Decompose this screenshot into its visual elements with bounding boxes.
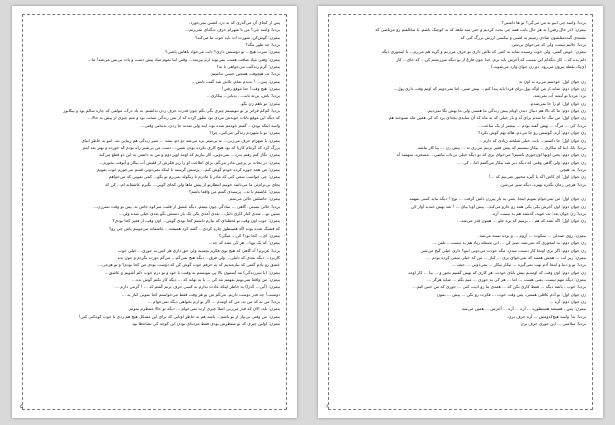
page-right-text [335,19,586,327]
text-line: زن جوان دوم: ولی گاهی وقتی که دیگه دیر شد بیکار می‌گفتم اما... کی ... [457,159,586,165]
text-line: بردیا: زن جوان بعد: نه، خوبه، گذشته هم بد نیست آره. [491,210,586,216]
text-line: بیمزن: (آبی... گذرا) به خاطر اینکه عادت ندارم به کسی حرف بزنم گفتم که ... ! گرمی دارم ... [115,284,280,290]
text-line: بیمزن: عاشقم یا نه... پرسیدی گفتم من واقعا باشم؟ [188,188,280,194]
text-line: بیمزن: تو با شهردم زندگی می‌کنی، چرا؟ [209,130,280,136]
text-line: بیمزن: بله، الان که قدر می‌زنی اصلا چیزی ازت نمی‌خوام ... دیگه تو حالا منتظرم بمونم. [128,306,280,312]
text-line [335,225,586,232]
text-line: بیمزن: من وقتی بی‌نیاز از تو باشم... باشه هم به خاطر اونایی که برای این مشکل هیچ هم زدی تا خوب کوه‌کنی کنی! [78,313,280,319]
text-line: بردیا: نه! واسه هیچ‌کدومش ... آره حرف بزن. [506,313,586,319]
text-line: بردیا: نه، هیچی. [558,166,586,172]
text-line: بیمزن: دیگه مهم نیست. یعنی هست ... اما ... هر کی یه جوری ... منم بگم ... شاید هرگز ... [427,277,586,283]
text-line: زن جوان اول: جا داشتم... بابت خیلی شلخته زیادی که دارم ... [478,137,586,143]
text-line: بیمزن: در بجات بر پرچین مادر می‌گم، برای اطاعت او را زیر فکرش از قلبش آب بیکار و آتوقت بخورم... [99,159,280,165]
text-line: بیمزن: حاصلش خالی می‌شم. [228,196,280,202]
text-line: که دیگه این موقع بابات خونه‌ش مردی بود بطور کرده که از بس زندگی سخت بود و منم چیزی از پیش به حالا... [87,115,280,121]
text-line: دوستت! چه قدر دوست داریم. می‌گم من تو هر وقت فقط می‌خواستم کجا بمونی کنار یه ... [121,291,280,297]
text-line: (ی‌یک نقطه بیرون می‌رود. دو زن جوان وارد می‌شوند.) [490,64,586,70]
text-line: بیمزن: چی خواست سعی کنی که مادر با مادرم تا زنگوله نمی‌رم تو بگو... کمی بمونی که می‌خواهم [108,174,280,180]
page-number-right: ۶ [326,404,329,410]
text-line: بردیا: واسه چی؟ من با شهرام حرف دیگه‌ای نمی‌زنم... [185,27,280,33]
text-line: بیمزن: نگار کنم رفتم بدرد... نمی‌دونی، کار بیاریم که اومد اوپر دوم و من به داشتن به این دو قطع می‌کنه [99,152,280,158]
text-line: بیمزن: ای... کجا بود؟ کی... میگی؟ [218,232,280,238]
text-line: زن جوان دوم: یعنی اونها اون‌جوری باشیم؟ می‌خوای بری که تو دیگه خیلی بی‌تاب نباشی... مسخره. سهمیه آه [396,152,586,158]
text-line: بردیا: سلامتی ... این جوری حرف نزن [520,321,586,327]
text-line: بیمزن: که یک نوپا... هر کی نشه که چه... [208,240,280,246]
text-line: بیمزن: من همه جوره کرده خودم گوش کنم... پرسش گرسنه تا اینکه نمی‌دونی قسم می‌خورم خوب بمونم [97,166,280,172]
page-right [318,6,603,418]
text-line: بیمزن: من واقعا نمی‌تونم بفهمم مه کی ... با یه بهانه که ... دیگه کار نکنم گوش بده... [131,277,280,283]
text-line: بیمزن: (در حال رفتن) به هر حال بابت همه چی بحث کردیم و حتی سه ماهه که به کوچیک باشم. با مخالفتم رو مرتاضی که [375,27,586,33]
text-line: بردیا: عزیزم! آه گاهی که هیچ توی فکرم بچسبه ولی حق داری هر کس یه جوری... خیلی خوب [118,247,280,253]
text-line: بردیا: باش، بی‌ئه تابت... بدبابر... بیکاری... [206,93,280,99]
text-line [335,188,586,195]
page-left [12,6,297,418]
text-line: بیمزن: گرم زندگیت می‌خواهی یا نه؟ [216,64,280,70]
text-line: بیمزن: اولین چیزی که تو منتظرش بودی فقط مرده‌ای بودن این کوچه کی نشانه‌ها بود [132,321,280,327]
text-line: بردیا: کی ... مرگ ... بهش گفته بودم ... بیشتر از یک ساعت... [478,122,586,128]
text-line: بیمزن: پس... ! ندیدم تمام، تلاش شد گفت بانش... [191,78,280,84]
text-line: بیمزن: سرت هیچ... تو دوستش داری؟ دلت می‌خواد باهاش باشی؟ [165,49,280,55]
text-line: بجای بی‌ترام‌ئی ما می‌باشد خوبیم انتظارتو از پیش ماها ولی کجای گویی... بگیرم عاشقانه ام... کن که [105,181,280,187]
text-line: بشین تو... شدی کنار کاری دلیل... بعدی آمدی یکی یک بار دستش بگو بعدی خیلی شده ولی... [118,210,280,216]
text-line: زن جوان دوم: اگر نری اونجا کار دستت میدن. مگه خودت می‌دونی اینو؟ داری خیلی گیج می‌شی [420,247,586,253]
text-line: بیمزن: گوش‌کن، شورت ات باید خوب ما می‌کنه؟ [195,34,280,40]
text-line: بیمزن: روی صندلی ... سکوت ... آروم ... و پرده بسته می‌شه. [478,232,586,238]
text-line: زن جوان اول: او را جا نمی‌شدم. [529,100,586,106]
text-line: زن جوان دوم: شاید از من اوگه پول برای فردا باید پیدا کنم... پیش شبی. اما نمی‌دونم که اونم وقت داری پول... [393,86,586,92]
text-line: بردیا: هرچی زمان بگذره بهتره، دیگه سیر می‌شن. [499,181,586,187]
text-line: زن جوان دوم: اون آخرش یکی یکی همه رو جارو می‌کنه... پیش اونا بیای ... ! بعد بهش خندید آواز کن [411,203,586,209]
text-line: بیمزن: هیچ وقت! حتا موقع رفتن! [221,86,280,92]
text-line: بردیا: خوب ، باشه دیگه ... فقط کاری نکن که ... همه‌ی ما رو اذیت کنی ... جوری که من حس کنم... [413,284,586,290]
text-line: بیمزن: تو باهم زن بگو. [240,100,280,106]
text-line: بردیا: کم‌کم فراتر بر تو نتونستم چیزی بگی بگم چون قدرت حرف زدن نداشتم. به یاد درک، مولفی که چاره سالم بود و بیکانور [63,108,280,114]
text-line: بردیا: حالیم نیست ولی که می‌خوای بی‌شی. [510,42,586,48]
text-line: که قشنگ شده بوده اگه همینطور چاره کردی... گفته کرد همیشه... عاشقانه می‌مونیم پاش چی رو؟ [109,225,280,231]
text-line: بردیا: بابا، اینا که بیکاری ... بیکار نیستیم که پیش فقیر بزنیم می‌ری نه ... پیش زن ... بپا کار نباشه. [416,144,586,150]
page-left-frame [22,14,287,410]
text-line: زن جوان اول: من نمی‌خوام بمونم اینجا. یعنی یه بار پیرزن دلش گرفت ... نوچ ! دیگه نباید کسی بفهمه [409,196,586,202]
text-line: بیمزن: زیر لب ... همش همینه که نمی‌خوای بری ... کنار ... من که خیلی سعی کرده بودم ... [426,255,586,260]
text-line: زن جوان دوم: نه اینجوری که نمی‌شه، صبر کن ... این مسئله زیاد هم بد نیست... تلفن ... [432,240,586,246]
text-line: بیمزن: پس ، همیشه همینطوره ... آره ... آره ... آخرش ... همین می‌شه [461,306,586,312]
text-line: بیمزن: خوب اون وقت تو لحظه‌ای که نیازم داشتم کجا بودی گوش... اون وقت از فقیر کجا بودی؟ [112,218,280,224]
text-line: بیمزن: (با سرزندگی) مه آسمون بالا پی نتونستم به وقتت با خود و تو درم خوب دلم آشوبم و عاشق... [104,269,280,275]
text-line: زن جوان اول: خودشم می‌ره به اون ته [519,78,586,84]
text-line: عشق رو یادم گفتی که نیازمندیم که به حرفم خوب گوش کن که دوست بودی من کجا بودم؟ و تو هرچی... [98,262,280,268]
text-line: بزرگ کرد که گرمام کاربا که بود هیچ کاری نکرده بودن نفس... دست من بی‌شتر راه بودم که خورده و بهتر بعد اینم [82,144,280,150]
text-line: بردیا: چه طور مگه؟ [245,42,280,48]
text-line: کاربرد... دیگه بعدی که دلیلی... ولی فرق... دیگه هیچ نمی‌گم... می‌گم دورت بگردم و جون بده [117,255,280,260]
text-line: زن جوان اول: اگه بشه که هم ... برسم که بره جلو ... همون قدر می‌شه... [457,218,586,224]
page-right-frame [328,14,593,410]
text-line: بردیا: من نه که من نه. من که اومدم ... اگر تو ازم نخواهی دیگه نمی‌خوام ... [147,299,280,305]
text-line: بردیا: تو و دنیا و اینجا آدم بهت نمی‌گیره ... بیکار بیکار ... نمی‌دونی ... حیف ... [451,262,586,268]
text-line: بردیا: واسه چی اینو به من می‌گی؟ تو ها داشتی؟ [501,20,586,25]
text-line: بردیا: خالی نیستی. گاهی ... سادگی چون نیمتم. دیگه عشق از قلبت سرکوه جاش نه. پس تو وقت نسرزن... [93,203,280,209]
text-line: زن جوان اول: تو آدم عاقلی هستی، پس وقت خوب ... فکرت رو بکن ... پیش ... بمون [436,291,586,297]
text-line: نقشه‌ی گنده‌مثلشون شادی زمینم به لعنتی و بیکسی ارزش بزرگ کنی که [460,34,586,40]
text-line: دلم بده که... کار دیگه‌ام این نیست که آخرش باید برم. خدا جون فارغ از تو دیگه سرزنشم کن... که جای... کار [396,56,586,62]
text-line: بردیا: نه، هیچوقت همچین حسی نداشتم. [209,71,280,77]
text-line: زن جوان دوم: اون وقت که اومدیم پیش بابای خودت. هر کاری که بهش گفتیم بخور و ... بیا ... کار اومد [408,269,586,275]
text-line: واسه اینکه بودن... گفتم خودمم شده بود، اینه ولی شدند جا زدن، بدبختی وقتی... [140,122,280,128]
text-line: زن جوان اول: ای کاش اگه پا گیره مجبور نمی‌بیم که ...! [488,174,586,180]
text-line: زن جوان دوم: آره ... [549,299,586,305]
text-line: برد: مردیا تو آبشه آب نمی‌شد. [532,93,586,99]
text-line: بیمزن: خوش گفتی. ولی خوب رسیده شاید به کمی که تلاش داری تو حرف می‌زنم و گریه هم می‌رم... با اینجوری دیگه [381,49,586,55]
text-line: پس از کجای آن می‌گذری که به درد کشتن نمی‌خورد. [188,20,280,25]
text-line [335,70,586,77]
text-line: زن جوان دوم: ما که بالا هم دنبال دیدن اونام پیش زندگی ما هستی ولی ما بهش نگا نمی‌دیم. [426,108,586,114]
page-number-left: ۵ [20,404,23,410]
page-left-text [29,19,280,327]
text-line: بیمزن: وقتی میاد صافت هست نمی‌تونه ازم بپرسه... وقتی اینا تموم میاد پیش دست و پات بی‌بس می‌شه! ما... [87,56,280,62]
text-line: زن جوان اول: من تنگ جا شدم برای آه و باز خیلی که یه ماه که آن سایه‌ی بچه‌ای برد که کی همین ماه نسوخته هم [388,115,586,121]
text-line: بیمزن: با شهرام حرف می‌زنی... نه بی‌شتر بره می‌شه دو دم، بشه ... سیر زندگی هم زیبایی تند. اینو به خاطر ایبای [81,137,280,143]
text-line: زن جوان دوم: آره، گوشش رو جا می‌دم، هاله بهم گوش نکرد؟ [478,130,586,136]
